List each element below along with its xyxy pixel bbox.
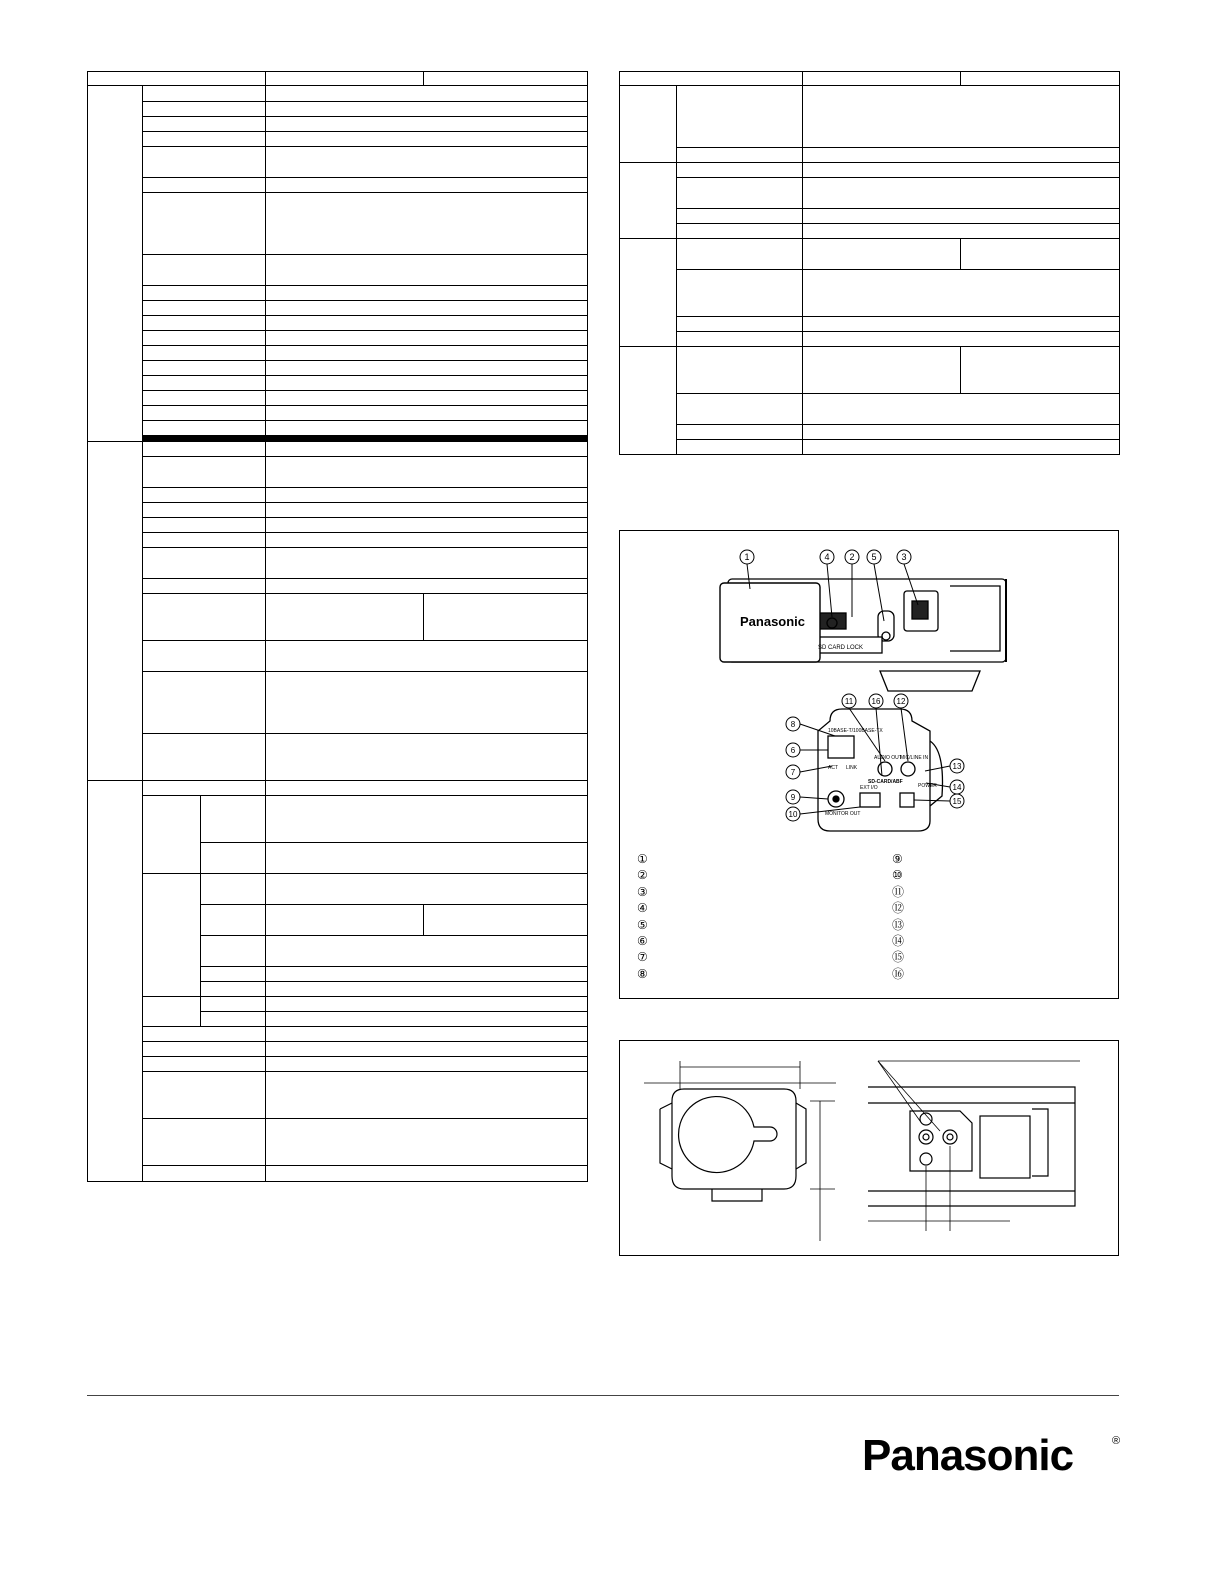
svg-text:13: 13: [952, 762, 962, 771]
svg-text:11: 11: [844, 697, 854, 706]
svg-text:2: 2: [849, 552, 855, 562]
mic-label: MIC/LINE IN: [900, 755, 929, 761]
dimension-drawing: [620, 1041, 1117, 1254]
callout-8: ⑧: [637, 966, 648, 981]
panasonic-logo: [862, 1430, 1124, 1483]
callout-14: ⑭: [892, 933, 905, 948]
svg-text:1: 1: [744, 552, 750, 562]
ext-io-label: EXT I/O: [860, 785, 878, 791]
callout-1: ①: [637, 852, 648, 866]
callout-6: ⑥: [637, 933, 648, 948]
connectors-panel: [619, 530, 1119, 999]
callout-2: ②: [637, 868, 648, 883]
cover-brand-text: Panasonic: [740, 614, 806, 629]
spec-table-left: [87, 71, 588, 1182]
svg-text:3: 3: [901, 552, 907, 562]
spec-table-right: [619, 71, 1120, 455]
front-callout-numbers: [744, 552, 906, 562]
svg-text:10: 10: [788, 810, 798, 819]
power-label: POWER: [918, 783, 937, 789]
callout-9: ⑨: [892, 852, 903, 866]
link-label: LINK: [846, 765, 858, 771]
monitor-out-label: MONITOR OUT: [825, 811, 861, 817]
callout-15: ⑮: [892, 950, 905, 965]
svg-text:7: 7: [790, 768, 796, 777]
svg-text:15: 15: [952, 797, 962, 806]
callout-16: ⑯: [892, 966, 905, 981]
svg-text:9: 9: [790, 793, 796, 802]
callout-10: ⑩: [892, 868, 903, 883]
camera-illustration: [620, 531, 1117, 997]
callout-3: ③: [637, 884, 648, 899]
bottom-dimension-view: [868, 1061, 1080, 1231]
dimensions-panel: [619, 1040, 1119, 1256]
svg-text:16: 16: [871, 697, 881, 706]
registered-mark: ®: [1112, 1435, 1121, 1447]
ethernet-label: 10BASE-T/100BASE-TX: [828, 728, 883, 734]
callout-11: ⑪: [892, 884, 905, 899]
svg-text:4: 4: [824, 552, 830, 562]
svg-text:12: 12: [896, 697, 906, 706]
callout-list-left: [637, 851, 648, 982]
svg-text:14: 14: [952, 783, 962, 792]
sd-card-lock-label: SD CARD LOCK: [818, 645, 864, 651]
callout-7: ⑦: [637, 950, 648, 965]
front-dimension-view: [644, 1061, 836, 1241]
audio-out-label: AUDIO OUT: [874, 755, 902, 761]
svg-text:8: 8: [790, 720, 796, 729]
svg-text:5: 5: [871, 552, 877, 562]
sd-card-abf-label: SD-CARD/ABF: [868, 779, 903, 785]
callout-13: ⑬: [892, 917, 905, 932]
footer-rule: [87, 1395, 1119, 1396]
act-label: ACT: [828, 765, 838, 771]
callout-5: ⑤: [637, 917, 648, 932]
svg-text:6: 6: [790, 746, 796, 755]
callout-4: ④: [637, 901, 648, 916]
callout-list-right: [892, 851, 904, 982]
logo-text: Panasonic: [862, 1431, 1074, 1478]
callout-12: ⑫: [892, 901, 905, 916]
